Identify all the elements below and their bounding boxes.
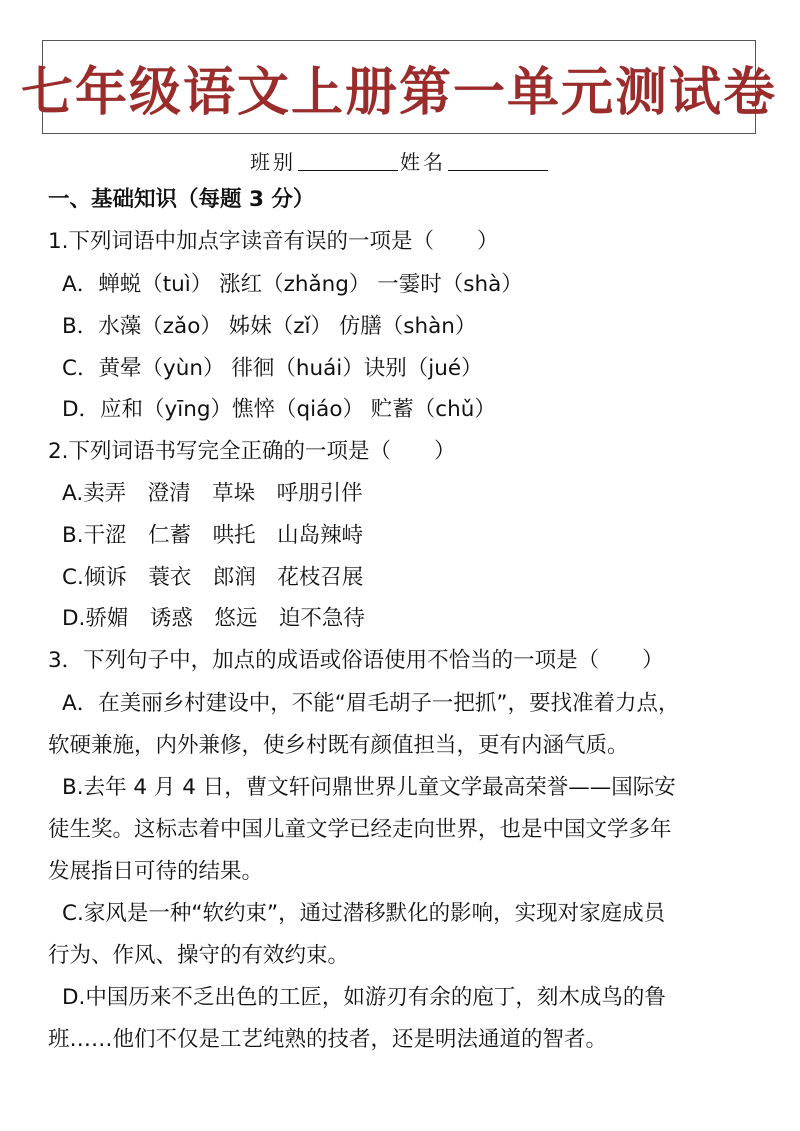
question-3-option-c-cont: 行为、作风、操守的有效约束。 <box>48 943 350 968</box>
question-1-option-b: B．水藻（zǎo） 姊妹（zǐ） 仿膳（shàn） <box>62 314 477 339</box>
question-2-option-c: C.倾诉 蓑衣 郎润 花枝召展 <box>62 565 364 590</box>
question-2-option-b: B.干涩 仁蓄 哄托 山岛辣峙 <box>62 523 364 548</box>
question-1-option-a: A．蝉蜕（tuì） 涨红（zhǎng） 一霎时（shà） <box>62 272 523 297</box>
question-1-option-c: C．黄晕（yùn） 徘徊（huái）诀别（jué） <box>62 356 483 381</box>
question-3-option-a: A．在美丽乡村建设中，不能“眉毛胡子一把抓”，要找准着力点， <box>62 691 680 716</box>
question-3-option-a-cont: 软硬兼施，内外兼修，使乡村既有颜值担当，更有内涵气质。 <box>48 733 629 758</box>
question-3-option-d: D.中国历来不乏出色的工匠，如游刃有余的庖丁，刻木成鸟的鲁 <box>62 985 666 1010</box>
student-info <box>0 146 800 175</box>
class-blank[interactable] <box>298 150 398 171</box>
question-2-option-a: A.卖弄 澄清 草垛 呼朋引伴 <box>62 481 363 506</box>
question-3-option-d-cont: 班……他们不仅是工艺纯熟的技者，还是明法通道的智者。 <box>48 1027 608 1052</box>
section-heading: 一、基础知识（每题 3 分） <box>48 187 315 212</box>
question-2-option-d: D.骄媚 诱惑 悠远 迫不急待 <box>62 606 365 631</box>
question-3-option-b-cont2: 发展指日可待的结果。 <box>48 859 264 884</box>
class-label: 班别 <box>250 150 296 174</box>
question-3-stem: 3．下列句子中，加点的成语或俗语使用不恰当的一项是（ ） <box>48 648 664 673</box>
question-3-option-c: C.家风是一种“软约束”，通过潜移默化的影响，实现对家庭成员 <box>62 901 666 926</box>
name-blank[interactable] <box>448 150 548 171</box>
question-2-stem: 2.下列词语书写完全正确的一项是（ ） <box>48 439 456 464</box>
page-title: 七年级语文上册第一单元测试卷 <box>21 61 778 123</box>
title-box <box>21 40 778 134</box>
question-3-option-b: B.去年 4 月 4 日，曹文轩问鼎世界儿童文学最高荣誉——国际安 <box>62 775 676 800</box>
question-3-option-b-cont: 徒生奖。这标志着中国儿童文学已经走向世界，也是中国文学多年 <box>48 817 672 842</box>
name-label: 姓名 <box>400 150 446 174</box>
question-1-stem: 1.下列词语中加点字读音有误的一项是（ ） <box>48 229 499 254</box>
question-1-option-d: D．应和（yīng）憔悴（qiáo） 贮蓄（chǔ） <box>62 397 496 422</box>
